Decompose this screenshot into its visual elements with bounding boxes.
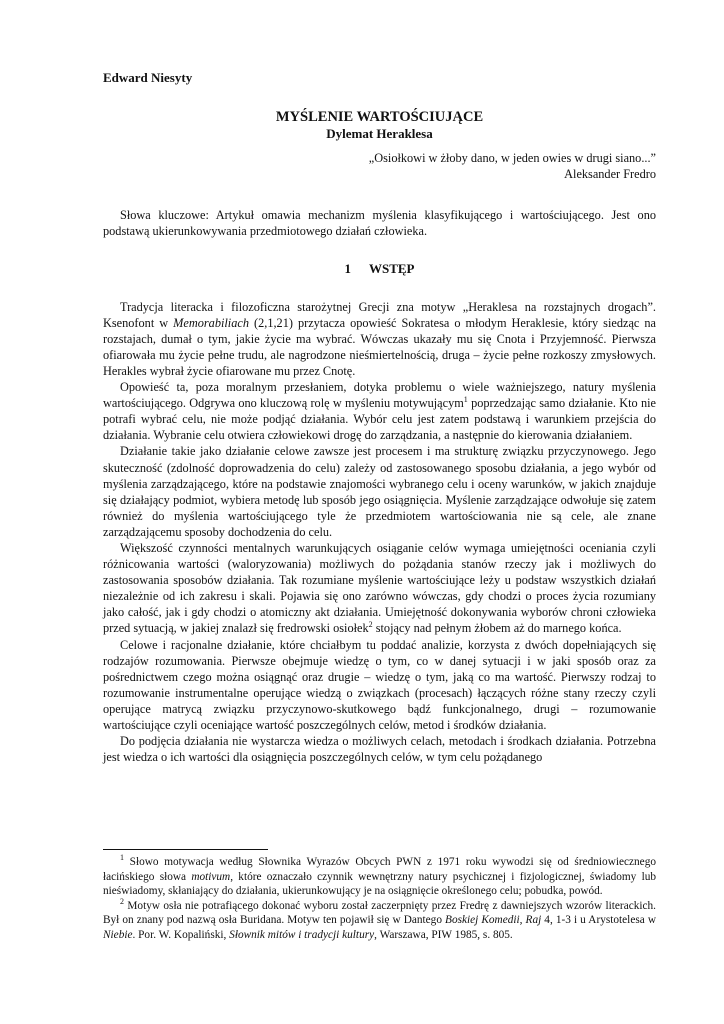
footnote-italic: Niebie [103, 928, 133, 941]
epigraph-quote: „Osiołkowi w żłoby dano, w jeden owies w drugi siano...” [368, 151, 656, 166]
footnote-text: 4, 1-3 i u Arystotelesa w [541, 914, 656, 927]
footnote-text: Motyw osła nie potrafiącego dokonać wyboru został zaczerpnięty przez Fredrę z dawniejszych wzorów literackich. Był on znany pod nazwą osła Buridana. Motyw ten pojawił się w Dantego [103, 899, 656, 927]
paragraph-text: stojący nad pełnym żłobem aż do marnego końca. [372, 621, 622, 636]
footnote-text: , Warszawa, PIW 1985, s. 805. [374, 928, 513, 941]
article-subtitle: Dylemat Heraklesa [326, 126, 433, 142]
paragraph [103, 299, 656, 379]
paragraph: Celowe i racjonalne działanie, które chciałbym tu poddać analizie, korzysta z dwóch dopełniających się rodzajów rozumowania. Pierwsze obejmuje wiedzę o tym, co w danej sytuacji i w jaki sposób oraz za pośrednictwem czego można osiągnąć oraz drugie – wiedzę o tym, jaką co ma wartość. Pierwszy rodzaj to rozumowanie instrumentalne operujące wiedzą o związkach (procesach) łączących różne stany rzeczy czyli operujące matrycą związku przyczynowo-skutkowego bądź funkcjonalnego, drugi – rozumowanie wartościujące czyli oceniające wartość poszczególnych celów, metod i środków działania. [103, 637, 656, 732]
footnote-text: , które oznaczało czynnik wewnętrzny natury psychicznej i fizjologicznej, świadomy lub nieświadomy, skłaniający do działania, ukierunkowujący je na osiągnięcie określonego celu; pobudka, powód. [103, 870, 657, 898]
footnote-divider [103, 849, 268, 850]
footnote [103, 855, 656, 899]
footnote-ref: 2 [368, 620, 373, 630]
paragraph-text: Większość czynności mentalnych warunkujących osiąganie celów wymaga umiejętności oceniania czyli różnicowania wartości (waloryzowania) możliwych do pożądania stanów rzeczy jak i możliwych do zastosowania sposobów działania. Tak rozumiane myślenie wartościujące leży u podstaw wszystkich działań niezależnie od ich zakresu i skali. Pojawia się ono zarówno wówczas, gdy chodzi o proces życia rozumiany jako całość, jak i gdy chodzi o atomiczny akt działania. Umiejętność dokonywania wyborów chroni człowieka przed sytuacją, w jakiej znalazł się fredrowski osiołek [103, 540, 656, 636]
footnote-italic: motivum [191, 870, 231, 883]
footnotes [103, 849, 656, 943]
article-title: MYŚLENIE WARTOŚCIUJĄCE [275, 109, 484, 126]
paragraph-text: Tradycja literacka i filozoficzna starożytnej Grecji zna motyw „Heraklesa na rozstajnych drogach”. Ksenofont w [103, 299, 656, 330]
footnote-mark: 2 [120, 896, 124, 906]
paragraph-text: poprzedzając samo działanie. Kto nie potrafi wybrać celu, nie może podjąć działania. Wybór celu jest zatem podstawą i warunkiem przejścia do działania. Wybranie celu otwiera człowiekowi drogę do zarządzania, a następnie do kierowania działaniem. [103, 396, 656, 443]
footnote-ref: 1 [463, 395, 468, 405]
footnote-mark: 1 [120, 853, 124, 862]
section-heading [103, 261, 656, 277]
author-name: Edward Niesyty [103, 70, 193, 85]
body-text [103, 299, 656, 766]
section-title: WSTĘP [368, 261, 415, 277]
paragraph: Działanie takie jako działanie celowe zawsze jest procesem i ma strukturę związku przyczynowego. Jego skuteczność (zdolność doprowadzenia do celu) zależy od zastosowanego sposobu działania, a jego wybór od myślenia zarządzającego, które na podstawie znajomości wybranego celu i oceny warunków, w jakich znajduje się działający podmiot, wybiera metodę lub sposób jego osiągnięcia. Myślenie zarządzające odwołuje się zatem również do myślenia wartościującego tyle że przedmiotem wartościowania nie są cele, ale znane zarządzającemu sposoby dochodzenia do celu. [103, 444, 656, 539]
footnote-text: . Por. W. Kopaliński, [132, 928, 230, 941]
footnote-italic: Boskiej Komedii, Raj [445, 914, 542, 927]
paragraph-text: (2,1,21) przytacza opowieść Sokratesa o młodym Heraklesie, który siedząc na rozstajach, dumał o tym, jakie życie ma wybrać. Wówczas ukazały mu się Cnota i Przyjemność. Pierwsza ofiarowała mu życie pełne trudu, ale nagrodzone nieśmiertelnością, druga – życie pełne rozkoszy zmysłowych. Herakles wybrał życie ofiarowane mu przez Cnotę. [103, 315, 656, 378]
epigraph-attribution: Aleksander Fredro [564, 167, 656, 182]
paragraph [103, 540, 656, 637]
paragraph [103, 379, 656, 443]
footnote-italic: Słownik mitów i tradycji kultury [229, 928, 375, 941]
paragraph-text: Opowieść ta, poza moralnym przesłaniem, dotyka problemu o wiele ważniejszego, natury myślenia wartościującego. Odgrywa ono kluczową rolę w myśleniu motywującym [103, 380, 656, 411]
section-number: 1 [344, 261, 351, 277]
paragraph: Do podjęcia działania nie wystarcza wiedza o możliwych celach, metodach i środkach działania. Potrzebna jest wiedza o ich wartości dla osiągnięcia poszczególnych celów, w tym celu pożądanego [103, 734, 656, 765]
keywords-abstract: Słowa kluczowe: Artykuł omawia mechanizm myślenia klasyfikującego i wartościującego. Jest ono podstawą ukierunkowywania przedmiotowego działań człowieka. [103, 208, 656, 239]
document-page [103, 70, 656, 765]
footnote-text: Słowo motywacja według Słownika Wyrazów Obcych PWN z 1971 roku wywodzi się od średniowiecznego łacińskiego słowa [103, 856, 656, 883]
italic-title: Memorabiliach [173, 315, 249, 330]
footnote [103, 896, 656, 943]
epigraph [103, 150, 656, 182]
